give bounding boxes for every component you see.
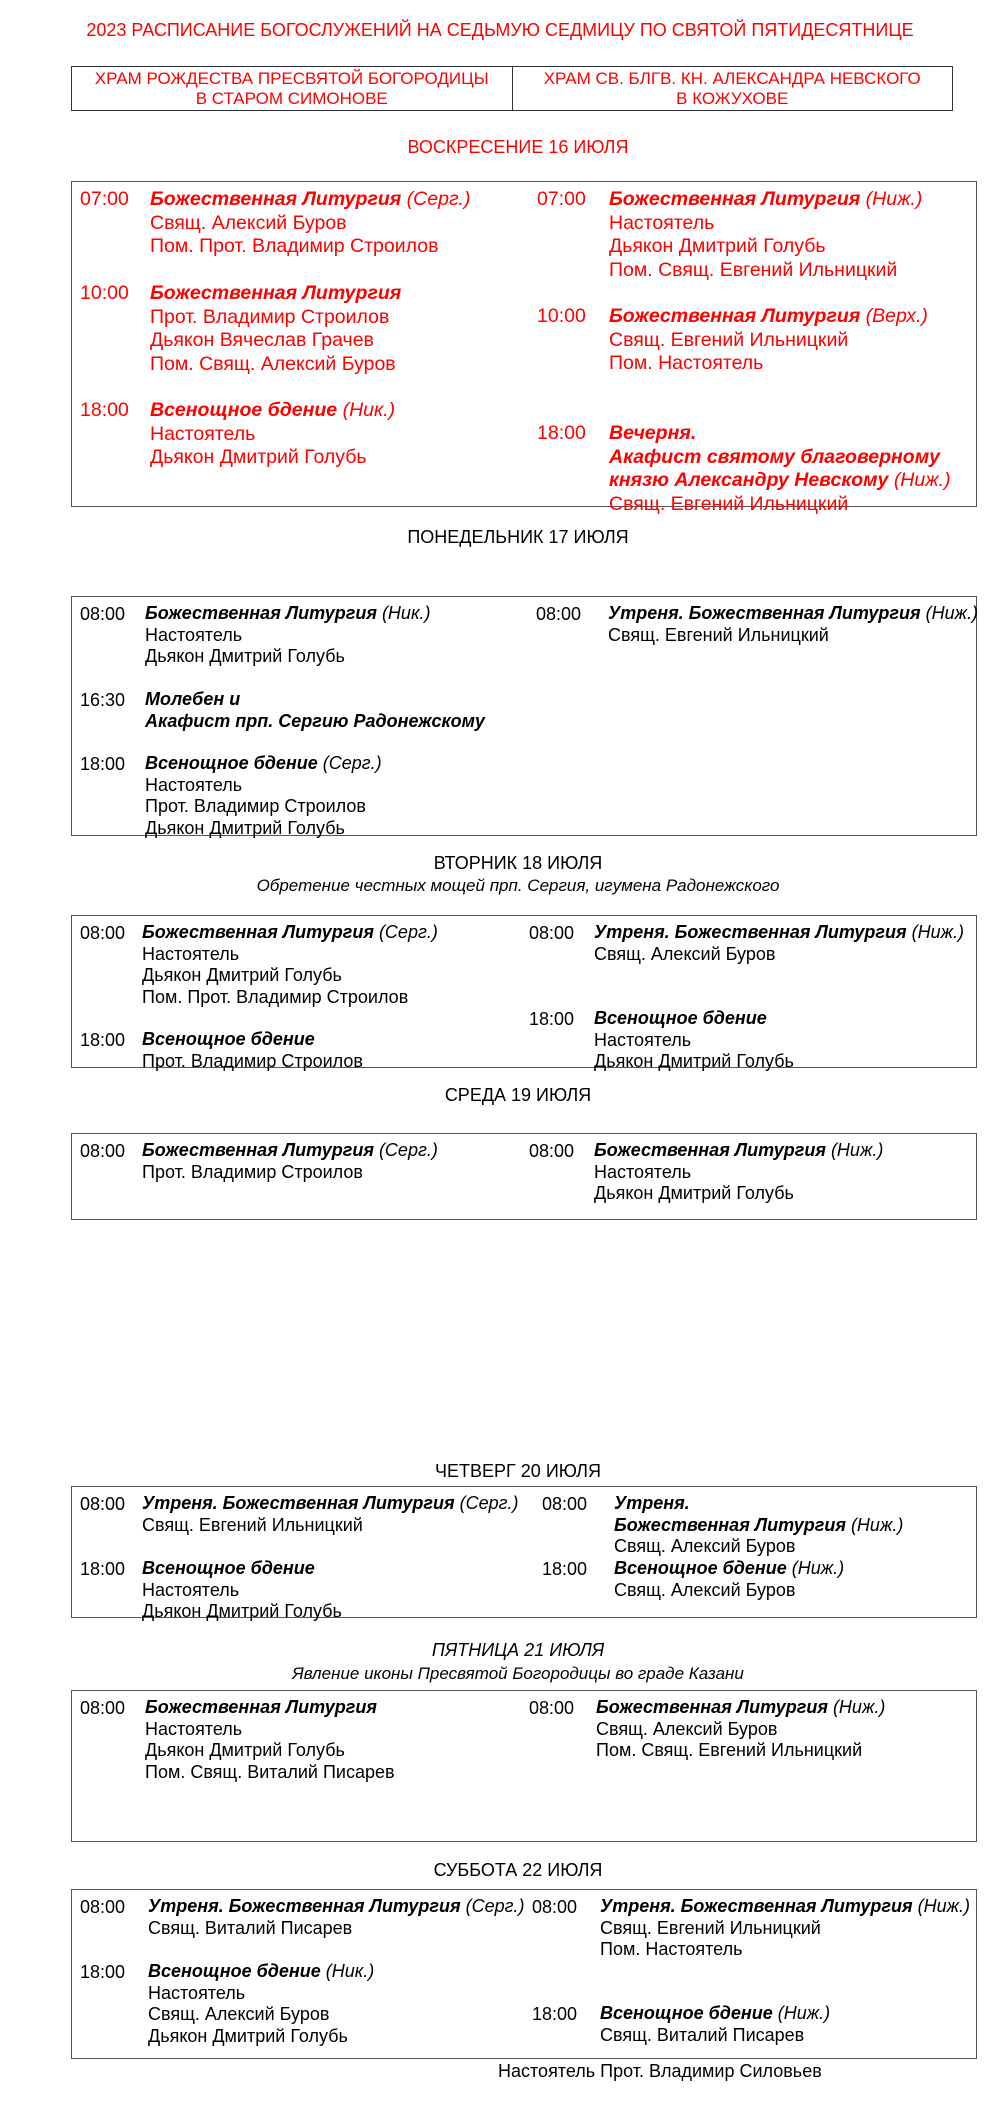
church-left-line-1: ХРАМ РОЖДЕСТВА ПРЕСВЯТОЙ БОГОРОДИЦЫ — [94, 69, 489, 88]
feast-line: Обретение честных мощей прп. Сергия, игумена Радонежского — [256, 876, 780, 895]
service-time: 18:00 — [80, 1962, 126, 1982]
service-time: 08:00 — [536, 604, 582, 624]
day-box — [71, 915, 977, 1071]
service-name: Всенощное бдение — [594, 1008, 767, 1028]
service-body — [145, 753, 382, 839]
service-note: (Ниж.) — [893, 469, 951, 491]
service-body — [142, 1029, 363, 1072]
service-body — [142, 1493, 519, 1536]
clergy-name: Свящ. Алексий Буров — [150, 211, 347, 234]
service-note: (Ник.) — [325, 1961, 375, 1981]
clergy-name: Дьякон Дмитрий Голубь — [609, 235, 826, 257]
service-title — [150, 399, 395, 423]
service-body — [596, 1697, 885, 1762]
clergy-name: Прот. Владимир Строилов — [145, 796, 366, 816]
service-note: (Ниж.) — [911, 922, 964, 942]
signature: Настоятель Прот. Владимир Силовьев — [498, 2061, 822, 2081]
service-time: 08:00 — [80, 604, 126, 624]
service-title — [609, 188, 922, 212]
clergy-name: Дьякон Дмитрий Голубь — [145, 646, 345, 666]
clergy-name: Пом. Прот. Владимир Строилов — [142, 986, 409, 1007]
service-time: 08:00 — [529, 1698, 575, 1718]
service-name: Утреня. Божественная Литургия — [600, 1896, 913, 1916]
service-title — [609, 305, 928, 329]
service-name: Утреня. Божественная Литургия — [608, 603, 921, 623]
service-name: Всенощное бдение — [600, 2003, 773, 2023]
day-heading: ВТОРНИК 18 ИЮЛЯ — [433, 853, 603, 873]
clergy-name: Настоятель — [145, 774, 243, 795]
clergy-name: Пом. Свящ. Евгений Ильницкий — [609, 258, 898, 281]
service-title — [150, 188, 470, 212]
service-body — [609, 305, 928, 376]
service-body — [600, 1896, 970, 1961]
service-title — [596, 1697, 885, 1719]
service-name: Божественная Литургия — [594, 1140, 826, 1160]
clergy-name: Пом. Настоятель — [600, 1939, 743, 1959]
service-time: 08:00 — [80, 1494, 126, 1514]
service-name: Божественная Литургия — [609, 305, 861, 327]
service-time: 18:00 — [532, 2004, 578, 2024]
service-name: Божественная Литургия — [614, 1514, 846, 1535]
service-name: Божественная Литургия — [142, 922, 374, 942]
service-note: (Ниж.) — [832, 1697, 886, 1717]
service-title — [600, 1896, 970, 1918]
clergy-name: Настоятель — [594, 1029, 692, 1050]
clergy-name: Настоятель — [150, 422, 256, 445]
service-name: Всенощное бдение — [145, 753, 318, 773]
service-title — [594, 922, 964, 944]
clergy-name: Свящ. Евгений Ильницкий — [609, 328, 849, 351]
service-time: 18:00 — [80, 399, 129, 421]
clergy-name: Пом. Прот. Владимир Строилов — [150, 235, 439, 257]
day-box — [71, 596, 977, 836]
clergy-name: Дьякон Дмитрий Голубь — [594, 1051, 794, 1071]
clergy-name: Свящ. Алексий Буров — [614, 1579, 796, 1600]
service-title — [614, 1515, 903, 1537]
service-title — [142, 1493, 519, 1515]
service-body — [594, 922, 964, 965]
service-title — [145, 603, 430, 625]
service-body — [148, 1961, 374, 2047]
service-body — [609, 188, 922, 282]
clergy-name: Свящ. Виталий Писарев — [600, 2024, 805, 2045]
day-heading: ПОНЕДЕЛЬНИК 17 ИЮЛЯ — [407, 527, 629, 547]
page-title: 2023 РАСПИСАНИЕ БОГОСЛУЖЕНИЙ НА СЕДЬМУЮ СЕДМИЦУ ПО СВЯТОЙ ПЯТИДЕСЯТНИЦЕ — [86, 20, 914, 40]
service-note: (Серг.) — [378, 922, 438, 942]
clergy-name: Свящ. Виталий Писарев — [148, 1917, 353, 1938]
day-box — [71, 1690, 977, 1842]
clergy-name: Прот. Владимир Строилов — [150, 305, 390, 328]
service-note: (Ниж.) — [925, 603, 978, 623]
clergy-name: Свящ. Евгений Ильницкий — [600, 1917, 821, 1938]
service-name: Всенощное бдение — [150, 399, 338, 421]
service-body — [150, 188, 470, 259]
clergy-name: Пом. Настоятель — [609, 352, 764, 374]
service-time: 10:00 — [80, 282, 129, 304]
clergy-name: Дьякон Дмитрий Голубь — [142, 1601, 342, 1621]
service-title — [148, 1961, 374, 1983]
service-title — [600, 2003, 830, 2025]
service-note: (Верх.) — [865, 305, 928, 327]
day-heading: ВОСКРЕСЕНИЕ 16 ИЮЛЯ — [407, 137, 629, 157]
service-body — [150, 282, 401, 376]
service-time: 16:30 — [80, 690, 126, 710]
service-name: Акафист прп. Сергию Радонежскому — [145, 710, 485, 731]
service-name: Божественная Литургия — [150, 282, 402, 304]
clergy-name: Настоятель — [148, 1982, 246, 2003]
service-note: (Ниж.) — [850, 1514, 904, 1535]
service-title — [142, 1558, 342, 1580]
clergy-name: Свящ. Алексий Буров — [596, 1718, 778, 1739]
service-time: 07:00 — [80, 188, 129, 210]
clergy-name: Дьякон Дмитрий Голубь — [150, 446, 367, 468]
service-name: Утреня. Божественная Литургия — [148, 1896, 461, 1916]
day-heading: ПЯТНИЦА 21 ИЮЛЯ — [431, 1640, 605, 1660]
service-name: Божественная Литургия — [145, 1697, 377, 1717]
day-heading: СУББОТА 22 ИЮЛЯ — [433, 1860, 603, 1880]
clergy-name: Свящ. Алексий Буров — [148, 2004, 330, 2024]
service-time: 18:00 — [537, 422, 586, 444]
service-body — [614, 1558, 844, 1601]
day-box — [71, 181, 977, 515]
service-note: (Серг.) — [406, 188, 471, 210]
service-name: Всенощное бдение — [142, 1558, 315, 1578]
day-box — [71, 1889, 977, 2059]
service-time: 08:00 — [532, 1897, 578, 1917]
church-right-line-1: ХРАМ СВ. БЛГВ. КН. АЛЕКСАНДРА НЕВСКОГО — [543, 69, 921, 88]
service-name: Божественная Литургия — [145, 603, 377, 623]
service-name: Всенощное бдение — [148, 1961, 321, 1981]
service-body — [614, 1493, 903, 1558]
service-body — [594, 1008, 794, 1073]
service-note: (Серг.) — [459, 1493, 519, 1513]
service-note: (Ник.) — [381, 603, 431, 623]
service-time: 08:00 — [542, 1494, 588, 1514]
clergy-name: Дьякон Дмитрий Голубь — [594, 1183, 794, 1203]
service-body — [145, 689, 485, 732]
service-title-line: Акафист святому благоверному — [609, 445, 940, 468]
service-body — [609, 422, 951, 516]
service-time: 08:00 — [529, 923, 575, 943]
church-right-line-2: В КОЖУХОВЕ — [676, 89, 789, 108]
service-note: (Ниж.) — [917, 1896, 970, 1916]
service-note: (Серг.) — [322, 753, 382, 773]
service-time: 18:00 — [542, 1559, 588, 1579]
service-name: Божественная Литургия — [609, 188, 861, 210]
service-title — [594, 1008, 794, 1030]
service-name: Божественная Литургия — [150, 188, 402, 210]
clergy-name: Дьякон Дмитрий Голубь — [145, 1740, 345, 1760]
day-box — [71, 1486, 977, 1621]
clergy-name: Настоятель — [609, 211, 715, 234]
clergy-name: Свящ. Евгений Ильницкий — [608, 624, 829, 645]
service-name: Божественная Литургия — [596, 1697, 828, 1717]
service-body — [142, 1558, 342, 1623]
service-title — [608, 603, 978, 625]
service-body — [145, 603, 430, 668]
service-time: 18:00 — [529, 1009, 575, 1029]
clergy-name: Настоятель — [145, 624, 243, 645]
service-note: (Ниж.) — [865, 188, 923, 210]
service-body — [142, 1140, 438, 1183]
service-time: 08:00 — [80, 1698, 126, 1718]
clergy-name: Свящ. Евгений Ильницкий — [609, 492, 849, 515]
clergy-name: Настоятель — [142, 1579, 240, 1600]
service-time: 18:00 — [80, 1030, 126, 1050]
service-name: Утреня. Божественная Литургия — [594, 922, 907, 942]
clergy-name: Дьякон Дмитрий Голубь — [142, 965, 342, 985]
clergy-name: Настоятель — [142, 943, 240, 964]
service-body — [145, 1697, 395, 1783]
service-title — [142, 1140, 438, 1162]
service-time: 08:00 — [80, 1897, 126, 1917]
service-title-line: Вечерня. — [609, 422, 697, 444]
service-name: князю Александру Невскому — [609, 469, 889, 491]
clergy-name: Свящ. Евгений Ильницкий — [142, 1514, 363, 1535]
service-title — [609, 469, 951, 493]
service-note: (Серг.) — [378, 1140, 438, 1160]
church-left — [72, 67, 513, 110]
day-heading: СРЕДА 19 ИЮЛЯ — [444, 1085, 592, 1105]
clergy-name: Свящ. Алексий Буров — [594, 943, 776, 964]
clergy-name: Свящ. Алексий Буров — [614, 1536, 796, 1556]
clergy-name: Пом. Свящ. Алексий Буров — [150, 352, 396, 375]
service-title — [142, 1029, 363, 1051]
service-title-line: Утреня. — [614, 1493, 690, 1513]
service-body — [148, 1896, 525, 1939]
service-body — [142, 922, 438, 1008]
clergy-name: Настоятель — [145, 1718, 243, 1739]
service-name: Утреня. Божественная Литургия — [142, 1493, 455, 1513]
clergy-name: Пом. Свящ. Виталий Писарев — [145, 1761, 395, 1782]
service-title-line: Молебен и — [145, 689, 241, 709]
clergy-name: Пом. Свящ. Евгений Ильницкий — [596, 1740, 863, 1760]
clergy-name: Прот. Владимир Строилов — [142, 1161, 363, 1182]
day-box — [71, 1133, 977, 1220]
service-note: (Ниж.) — [791, 1558, 845, 1578]
service-note: (Ниж.) — [830, 1140, 884, 1160]
service-name: Всенощное бдение — [614, 1558, 787, 1578]
service-time: 08:00 — [529, 1141, 575, 1161]
service-time: 08:00 — [80, 1141, 126, 1161]
service-body — [600, 2003, 830, 2046]
clergy-name: Настоятель — [594, 1161, 692, 1182]
clergy-name: Дьякон Дмитрий Голубь — [148, 2025, 348, 2046]
service-title — [145, 753, 382, 775]
church-header — [71, 66, 953, 111]
service-body — [150, 399, 395, 470]
service-time: 10:00 — [537, 305, 586, 327]
service-note: (Ник.) — [342, 399, 396, 421]
service-title — [614, 1558, 844, 1580]
service-title — [594, 1140, 883, 1162]
service-title — [145, 711, 485, 733]
service-body — [594, 1140, 883, 1205]
feast-line: Явление иконы Пресвятой Богородицы во граде Казани — [292, 1664, 744, 1683]
day-heading: ЧЕТВЕРГ 20 ИЮЛЯ — [435, 1461, 601, 1481]
service-title — [142, 922, 438, 944]
service-title — [145, 1697, 395, 1719]
service-title — [148, 1896, 525, 1918]
church-right — [513, 67, 953, 110]
clergy-name: Дьякон Дмитрий Голубь — [145, 817, 345, 838]
service-title — [150, 282, 401, 306]
service-name: Всенощное бдение — [142, 1029, 315, 1049]
service-time: 18:00 — [80, 1559, 126, 1579]
clergy-name: Дьякон Вячеслав Грачев — [150, 329, 374, 351]
service-name: Божественная Литургия — [142, 1140, 374, 1160]
service-time: 08:00 — [80, 923, 126, 943]
service-body — [608, 603, 978, 646]
church-left-line-2: В СТАРОМ СИМОНОВЕ — [195, 89, 388, 108]
service-note: (Серг.) — [465, 1896, 525, 1916]
service-time: 07:00 — [537, 188, 586, 210]
service-note: (Ниж.) — [777, 2003, 831, 2023]
service-time: 18:00 — [80, 754, 126, 774]
clergy-name: Прот. Владимир Строилов — [142, 1050, 363, 1071]
